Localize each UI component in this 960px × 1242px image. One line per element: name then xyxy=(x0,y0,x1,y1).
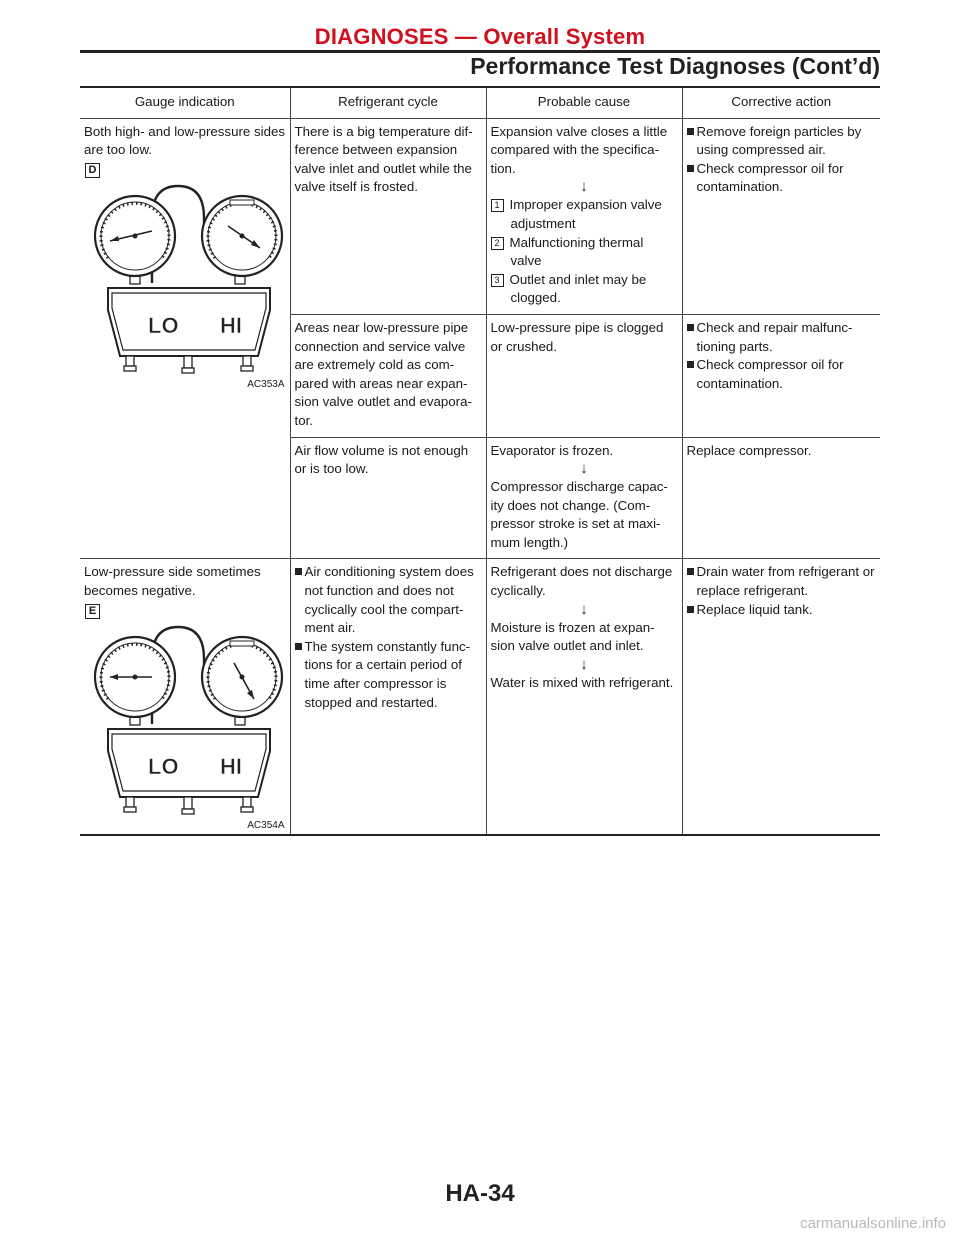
action-item: Check compressor oil for contamination. xyxy=(687,160,877,197)
bullet-icon xyxy=(687,165,694,172)
cause-item: 2 Malfunctioning thermal valve xyxy=(491,234,678,271)
gauge-cell-d xyxy=(80,118,290,559)
lo-gauge-label: LO xyxy=(148,754,179,780)
cause-text: Evaporator is frozen. xyxy=(490,442,614,458)
table-row xyxy=(80,118,880,314)
cycle-item: The system constantly func-tions for a certain period of time after compressor is stopped and restarted. xyxy=(295,638,482,712)
cycle-cell: There is a big temperature dif-ference between expansion valve inlet and outlet while the valve itself is frosted. xyxy=(290,118,486,314)
bullet-icon xyxy=(687,361,694,368)
cause-item: 1 Improper expansion valve adjustment xyxy=(491,196,678,233)
cycle-item: Air conditioning system does not function and does not cyclically cool the compart-ment air. xyxy=(295,563,482,637)
action-item: Drain water from refrigerant or replace refrigerant. xyxy=(687,563,877,600)
page-number: HA-34 xyxy=(445,1180,515,1207)
column-header-cycle: Refrigerant cycle xyxy=(290,87,486,118)
cause-cell xyxy=(486,559,682,835)
number-2-icon: 2 xyxy=(491,237,504,250)
number-3-icon: 3 xyxy=(491,274,504,287)
table-row xyxy=(80,559,880,835)
figure-id: AC354A xyxy=(247,820,285,832)
lo-gauge-label: LO xyxy=(148,313,179,339)
gauge-cell-e xyxy=(80,559,290,835)
table-header-row xyxy=(80,87,880,118)
action-item: Check compressor oil for contamination. xyxy=(687,356,877,393)
cycle-cell xyxy=(290,559,486,835)
cause-text: Refrigerant does not discharge cyclically. xyxy=(490,564,673,599)
bullet-icon xyxy=(687,606,694,613)
page-title: Performance Test Diagnoses (Cont’d) xyxy=(470,53,880,79)
bullet-icon xyxy=(687,324,694,331)
down-arrow-icon: ↓ xyxy=(580,178,588,196)
cycle-cell: Air flow volume is not enough or is too low. xyxy=(290,437,486,559)
action-item: Replace liquid tank. xyxy=(687,601,877,620)
cause-text: Moisture is frozen at expan-sion valve outlet and inlet. xyxy=(490,619,655,654)
column-header-gauge: Gauge indication xyxy=(80,87,290,118)
hi-gauge-label: HI xyxy=(220,313,242,339)
diagnosis-badge-e: E xyxy=(85,604,100,619)
diagnosis-table xyxy=(80,86,880,836)
cause-cell: Low-pressure pipe is clogged or crushed. xyxy=(486,314,682,437)
diagnosis-badge-d: D xyxy=(85,163,100,178)
cause-item: 3 Outlet and inlet may be clogged. xyxy=(491,271,678,308)
cause-text: Compressor discharge capac-ity does not change. (Com-pressor stroke is set at maxi-mum length.) xyxy=(490,479,668,550)
hi-gauge-label: HI xyxy=(220,754,242,780)
gauge-indication-text: Low-pressure side sometimes becomes negative. xyxy=(84,564,261,599)
bullet-icon xyxy=(295,643,302,650)
action-cell: Replace compressor. xyxy=(682,437,880,559)
bullet-icon xyxy=(687,128,694,135)
down-arrow-icon: ↓ xyxy=(580,460,588,478)
action-item: Check and repair malfunc-tioning parts. xyxy=(687,319,877,356)
manifold-gauge-illustration xyxy=(90,619,290,824)
cause-text: Water is mixed with refrigerant. xyxy=(490,674,674,690)
down-arrow-icon: ↓ xyxy=(580,600,588,618)
section-title: DIAGNOSES — Overall System xyxy=(314,24,646,49)
action-item: Remove foreign particles by using compressed air. xyxy=(687,123,877,160)
column-header-cause: Probable cause xyxy=(486,87,682,118)
cause-cell xyxy=(486,118,682,314)
gauge-indication-text: Both high- and low-pressure sides are too low. xyxy=(84,123,286,158)
bullet-icon xyxy=(295,568,302,575)
column-header-action: Corrective action xyxy=(682,87,880,118)
figure-id: AC353A xyxy=(247,379,285,391)
cause-cell xyxy=(486,437,682,559)
watermark: carmanualsonline.info xyxy=(800,1215,946,1232)
down-arrow-icon: ↓ xyxy=(580,655,588,673)
bullet-icon xyxy=(687,568,694,575)
action-cell xyxy=(682,314,880,437)
manifold-gauge-illustration xyxy=(90,178,290,383)
number-1-icon: 1 xyxy=(491,199,504,212)
action-cell xyxy=(682,118,880,314)
cycle-cell: Areas near low-pressure pipe connection and service valve are extremely cold as com-pared with areas near expan-sion valve outlet and evapora-tor. xyxy=(290,314,486,437)
action-cell xyxy=(682,559,880,835)
cause-intro: Expansion valve closes a little compared with the specifica-tion. xyxy=(490,123,668,176)
